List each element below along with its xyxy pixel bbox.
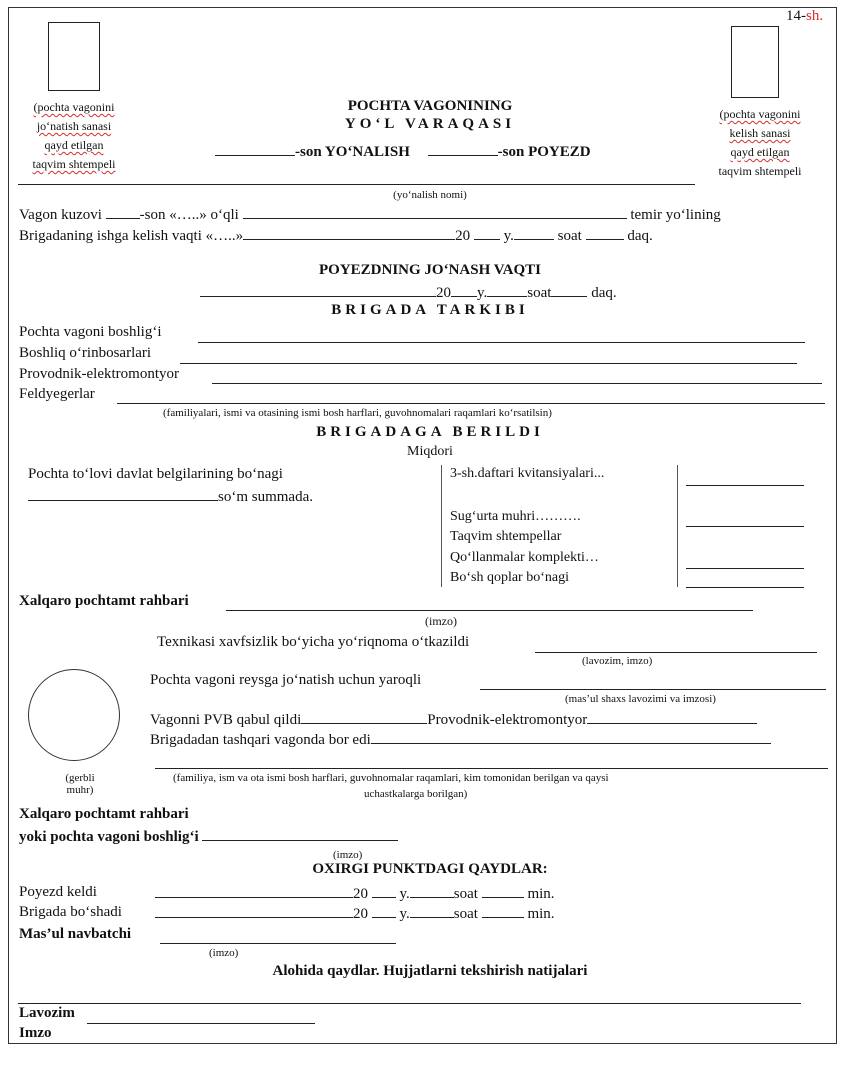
vagon-body-line — [19, 205, 721, 224]
caption-line: (pochta vagonini — [719, 107, 801, 121]
year-suffix: y. — [399, 906, 410, 922]
item-manuals-field[interactable] — [686, 568, 804, 569]
caption-line: kelish sanasi — [729, 126, 791, 140]
item-receipts-field[interactable] — [686, 485, 804, 486]
issued-title: BRIGADAGA BERILDI — [316, 424, 544, 440]
hour-label: soat — [527, 285, 552, 301]
item-empty-bags-label: Bo‘sh qoplar bo‘nagi — [450, 570, 569, 585]
hour-label: soat — [557, 228, 582, 244]
provodnik-field[interactable] — [587, 710, 757, 724]
duty-officer-label: Mas’ul navbatchi — [19, 926, 132, 942]
train-arrived-label: Poyezd keldi — [19, 884, 97, 900]
postmaster-label: Xalqaro pochtamt rahbari — [19, 593, 189, 609]
item-calendar-stamps-label: Taqvim shtempellar — [450, 529, 562, 544]
crew-row-deputies-field[interactable] — [180, 363, 797, 364]
items-divider-left — [441, 465, 442, 587]
vagon-body-label: Vagon kuzovi — [19, 207, 102, 223]
hour-label: soat — [453, 886, 478, 902]
year-prefix: 20 — [353, 886, 368, 902]
vagon-axle-label: -son «…..» o‘qli — [139, 207, 239, 223]
form-number-suffix: sh. — [806, 8, 824, 24]
title-line-2: YO‘L VARAQASI — [344, 116, 516, 132]
crew-row-head-label: Pochta vagoni boshlig‘i — [19, 324, 162, 340]
year-prefix: 20 — [353, 906, 368, 922]
postage-sum-line — [28, 487, 313, 506]
crew-released-minute-field[interactable] — [482, 904, 524, 918]
year-suffix: y. — [399, 886, 410, 902]
route-name-field[interactable] — [18, 184, 695, 185]
item-receipts-label: 3-sh.daftari kvitansiyalari... — [450, 466, 605, 481]
signature-hint: (imzo) — [425, 614, 457, 628]
minute-label: min. — [527, 886, 555, 902]
extra-passengers-hint-2: uchastkalarga borilgan) — [364, 788, 468, 800]
railway-name-field[interactable] — [243, 205, 627, 219]
departure-hour-field[interactable] — [487, 283, 527, 297]
crew-title: BRIGADA TARKIBI — [331, 302, 529, 318]
title-line-1: POCHTA VAGONINING — [347, 98, 513, 114]
crew-released-date-field[interactable] — [155, 904, 353, 918]
route-train-line — [215, 142, 591, 161]
crew-arrival-date-field[interactable] — [243, 226, 455, 240]
minute-label: min. — [527, 906, 555, 922]
postmaster2-line — [19, 827, 398, 846]
crew-released-label: Brigada bo‘shadi — [19, 904, 122, 920]
postage-sum-label: so‘m summada. — [218, 489, 313, 505]
item-manuals-label: Qo‘llanmalar komplekti… — [450, 550, 599, 565]
form-number-prefix: 14- — [786, 8, 806, 24]
crew-row-provodnik-field[interactable] — [212, 383, 822, 384]
accepted-line — [150, 710, 757, 729]
duty-officer-signature-field[interactable] — [160, 943, 396, 944]
signature-label: Imzo — [19, 1025, 52, 1041]
seal-caption-line: (gerbli — [65, 772, 95, 784]
train-arrived-minute-field[interactable] — [482, 884, 524, 898]
postage-sum-field[interactable] — [28, 487, 218, 501]
final-notes-title: OXIRGI PUNKTDAGI QAYDLAR: — [312, 861, 548, 877]
official-seal-circle[interactable] — [28, 669, 120, 761]
accepted-by-label: Vagonni PVB qabul qildi — [150, 712, 302, 728]
item-insurance-seal-field[interactable] — [686, 526, 804, 527]
position-label: Lavozim — [19, 1005, 75, 1021]
special-notes-title: Alohida qaydlar. Hujjatlarni tekshirish natijalari — [272, 963, 588, 979]
train-number-field[interactable] — [428, 142, 498, 156]
extra-passengers-field[interactable] — [371, 730, 771, 744]
departure-stamp-box[interactable] — [48, 22, 100, 91]
ready-for-trip-hint: (mas’ul shaxs lavozimi va imzosi) — [565, 693, 716, 705]
train-arrived-hour-field[interactable] — [410, 884, 454, 898]
departure-date-field[interactable] — [200, 283, 436, 297]
crew-row-head-field[interactable] — [198, 342, 805, 343]
crew-row-couriers-field[interactable] — [117, 403, 825, 404]
crew-arrival-minute-field[interactable] — [586, 226, 624, 240]
year-suffix: y. — [503, 228, 514, 244]
arrival-stamp-caption — [700, 105, 820, 181]
departure-year-field[interactable] — [451, 283, 477, 297]
extra-passengers-field-2[interactable] — [155, 768, 828, 769]
item-insurance-seal-label: Sug‘urta muhri………. — [450, 509, 581, 524]
departure-title: POYEZDNING JO‘NASH VAQTI — [319, 262, 541, 278]
ready-for-trip-label: Pochta vagoni reysga jo‘natish uchun yaroqli — [150, 672, 422, 688]
item-empty-bags-field[interactable] — [686, 587, 804, 588]
extra-passengers-label: Brigadadan tashqari vagonda bor edi — [150, 732, 371, 748]
items-divider-right — [677, 465, 678, 587]
vagon-number-field[interactable] — [106, 205, 140, 219]
form-title — [210, 98, 650, 133]
year-prefix: 20 — [436, 285, 451, 301]
position-field[interactable] — [87, 1023, 315, 1024]
seal-caption — [45, 772, 115, 796]
extra-passengers-line — [150, 730, 771, 749]
crew-row-provodnik-label: Provodnik-elektromontyor — [19, 366, 179, 382]
year-suffix: y. — [477, 285, 488, 301]
caption-line: (pochta vagonini — [33, 100, 115, 114]
extra-passengers-hint-1: (familiya, ism va ota ismi bosh harflari, guvohnomalar raqamlari, kim tomonidan berilgan va qaysi — [173, 772, 609, 784]
arrival-stamp-box[interactable] — [731, 26, 779, 98]
caption-line: taqvim shtempeli — [718, 164, 802, 178]
caption-line: qayd etilgan — [730, 145, 790, 159]
crew-row-deputies-label: Boshliq o‘rinbosarlari — [19, 345, 152, 361]
seal-caption-line: muhr) — [66, 784, 94, 796]
ready-for-trip-field[interactable] — [480, 689, 826, 690]
crew-released-hour-field[interactable] — [410, 904, 454, 918]
form-number — [786, 8, 823, 25]
crew-row-couriers-label: Feldyegerlar — [19, 386, 95, 402]
postmaster2-signature-field[interactable] — [202, 827, 398, 841]
crew-arrival-label: Brigadaning ishga kelish vaqti «…..» — [19, 228, 244, 244]
postmaster-signature-field[interactable] — [226, 610, 753, 611]
caption-line: qayd etilgan — [44, 138, 104, 152]
signature-hint: (imzo) — [333, 849, 363, 861]
departure-line — [200, 283, 617, 302]
special-notes-field[interactable] — [18, 1003, 801, 1004]
crew-arrival-year-field[interactable] — [474, 226, 500, 240]
postage-stamps-label: Pochta to‘lovi davlat belgilarining bo‘nagi — [28, 466, 283, 482]
year-prefix: 20 — [455, 228, 471, 244]
train-arrived-date-field[interactable] — [155, 884, 353, 898]
minute-label: daq. — [627, 228, 653, 244]
route-label: -son YO‘NALISH — [295, 144, 410, 160]
provodnik-label: Provodnik-elektromontyor — [427, 712, 588, 728]
minute-label: daq. — [591, 285, 617, 301]
crew-released-year-field[interactable] — [372, 904, 396, 918]
railway-label: temir yo‘lining — [630, 207, 721, 223]
accepted-by-field[interactable] — [301, 710, 427, 724]
hour-label: soat — [453, 906, 478, 922]
train-arrived-year-field[interactable] — [372, 884, 396, 898]
crew-arrival-hour-field[interactable] — [514, 226, 554, 240]
postmaster2-label-line2: yoki pochta vagoni boshlig‘i — [19, 829, 199, 845]
route-number-field[interactable] — [215, 142, 295, 156]
departure-minute-field[interactable] — [551, 283, 587, 297]
train-arrived-line — [155, 884, 555, 903]
safety-briefing-field[interactable] — [535, 652, 817, 653]
safety-briefing-label: Texnikasi xavfsizlik bo‘yicha yo‘riqnoma o‘tkazildi — [157, 634, 470, 650]
signature-hint: (imzo) — [209, 947, 239, 959]
quantity-label: Miqdori — [407, 444, 453, 459]
caption-line: taqvim shtempeli — [32, 157, 116, 171]
crew-hint: (familiyalari, ismi va otasining ismi bosh harflari, guvohnomalari raqamlari ko‘rsatilsin) — [163, 407, 552, 419]
route-name-hint: (yo‘nalish nomi) — [393, 189, 467, 201]
crew-released-line — [155, 904, 555, 923]
departure-stamp-caption — [14, 98, 134, 174]
safety-briefing-hint: (lavozim, imzo) — [582, 655, 653, 667]
postmaster2-label-line1: Xalqaro pochtamt rahbari — [19, 806, 189, 822]
crew-arrival-line — [19, 226, 653, 245]
train-label: -son POYEZD — [497, 144, 591, 160]
caption-line: jo‘natish sanasi — [36, 119, 112, 133]
